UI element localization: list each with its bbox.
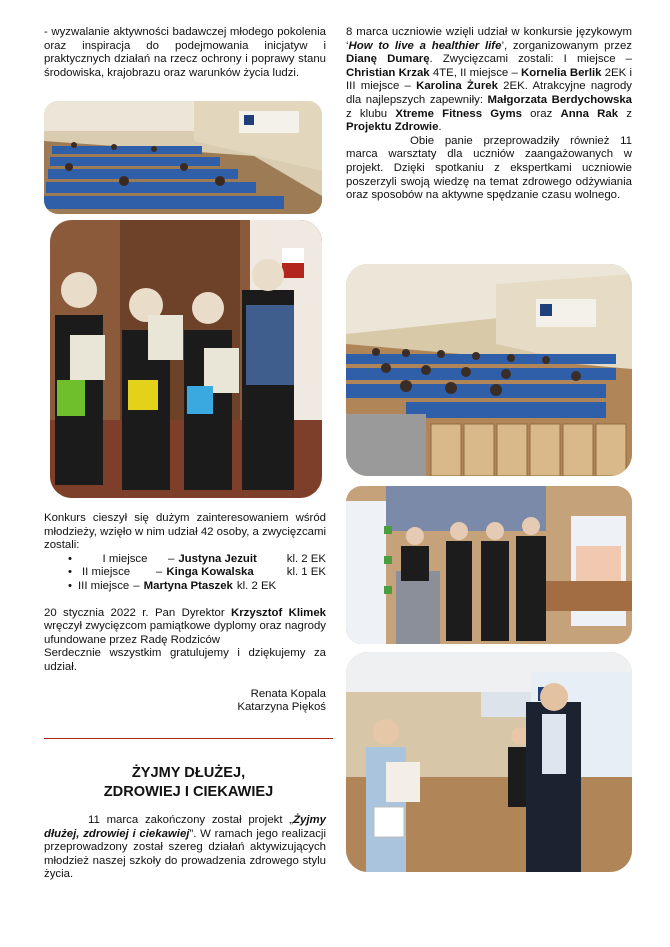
winner-name: Martyna Ptaszek xyxy=(143,579,233,592)
signature-1: Renata Kopala xyxy=(250,687,326,700)
left-column xyxy=(44,26,326,80)
contest-text: Konkurs cieszył się dużym zainteresowaniem wśród młodzieży, wzięło w nim udział 42 osoby, a zwycięzcami zostali: xyxy=(44,512,326,552)
winners-list xyxy=(44,553,326,594)
section-divider xyxy=(44,738,333,739)
lecture-hall-photo xyxy=(346,264,632,476)
winner-item-2: • II miejsce – Kinga Kowalska kl. 1 EK xyxy=(68,566,326,579)
winner-item-3: • III miejsce – Martyna Ptaszek kl. 2 EK xyxy=(68,579,277,592)
winner-item-1: • I miejsce – Justyna Jezuit kl. 2 EK xyxy=(68,552,326,565)
intro-bullet-text: - wyzwalanie aktywności badawczej młodego pokolenia oraz inspiracja do podejmowania inicjatyw i praktycznych działań na rzecz ochrony i poprawy stanu środowiska, krajobrazu oraz warunków życia ludzi. xyxy=(44,26,326,79)
award-stage-photo xyxy=(346,486,632,644)
congrats-text: Serdecznie wszystkim gratulujemy i dziękujemy za udział. xyxy=(44,647,326,673)
prize-presentation-photo xyxy=(346,652,632,872)
winner-name: Kinga Kowalska xyxy=(166,566,254,579)
signature-2: Katarzyna Piękoś xyxy=(237,701,326,714)
auditorium-photo-small xyxy=(44,101,322,214)
project-text: 11 marca zakończony został projekt „Żyjmy dłużej, zdrowiej i ciekawiej”. W ramach jego realizacji przeprowadzony został szereg działań aktywizujących młodzież naszej szkoły do prowadzenia zdrowego stylu życia. xyxy=(44,814,326,881)
contest-winners-photo xyxy=(50,220,322,498)
winner-name: Justyna Jezuit xyxy=(178,552,257,565)
diplomas-text: 20 stycznia 2022 r. Pan Dyrektor Krzysztof Klimek wręczył zwycięzcom pamiątkowe dyplomy oraz nagrody ufundowane przez Radę Rodziców xyxy=(44,606,326,646)
language-contest-text: 8 marca uczniowie wzięli udział w konkursie językowym ‘How to live a healthier life’, zorganizowanym przez Dianę Dumarę. Zwycięzcami zostali: I miejsce – Christian Krzak 4TE, II miejsce – Kornelia Berlik 2EK i III miejsce – Karolina Żurek 2EK. Atrakcyjne nagrody dla najlepszych zapewniły: Małgorzata Berdychowska z klubu Xtreme Fitness Gyms oraz Anna Rak z Projektu Zdrowie. xyxy=(346,26,633,134)
workshop-text: Obie panie przeprowadziły również 11 marca warsztaty dla uczniów zaangażowanych w projekt. Dzięki spotkaniu z ekspertkami uczniowie poszerzyli swoją wiedzę na temat zdrowego odżywiania oraz sposobów na aktywne spędzanie czasu wolnego. xyxy=(346,134,632,202)
contest-section xyxy=(44,512,326,715)
project-section xyxy=(44,814,326,882)
article-headline: ŻYJMY DŁUŻEJ, ZDROWIEJ I CIEKAWIEJ xyxy=(103,765,274,800)
right-column xyxy=(346,26,632,203)
